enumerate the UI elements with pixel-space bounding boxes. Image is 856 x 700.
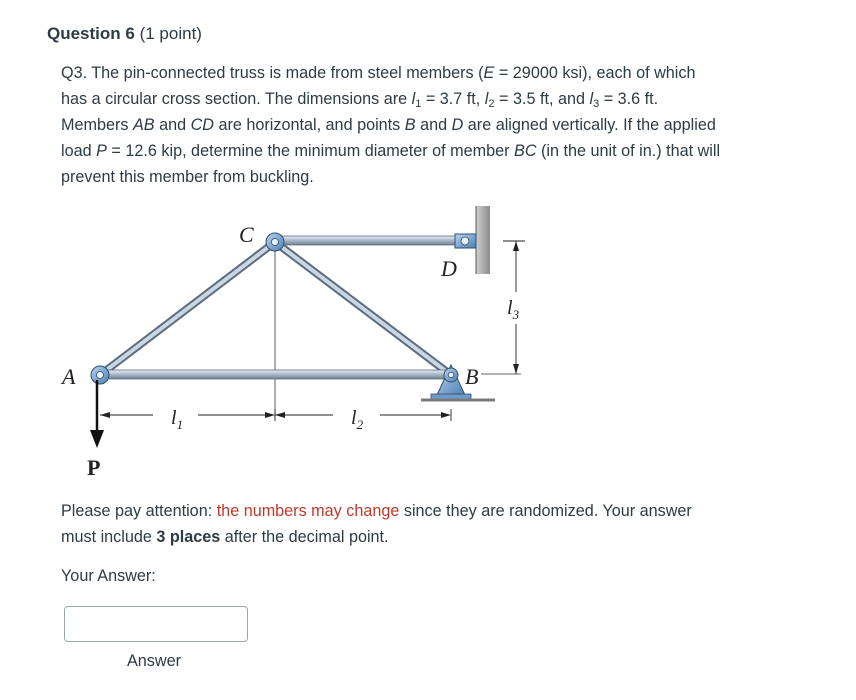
member-BC: BC [514,142,537,160]
member-CB-highlight [275,242,451,375]
member-AB: AB [132,116,155,134]
notice-bold: 3 places [156,528,221,546]
point-B: B [404,116,416,134]
text-segment: Q3. The pin-connected truss is made from steel members ( [61,64,484,82]
text-segment: = 12.6 kip, determine the minimum diameter of member [106,142,515,160]
subscript-2: 2 [488,98,495,110]
member-CD-bar [275,236,455,245]
symbol-l1: l [411,90,416,108]
value-l3: = 3.6 ft. Members [61,90,659,134]
subscript-3: 3 [593,98,600,110]
truss-figure [55,200,525,490]
text-segment: are horizontal, and points [213,116,405,134]
text-segment: and [415,116,452,134]
text-segment: are aligned vertically. If the applied load [61,116,716,160]
dim-label-l3: $l_3$ [507,297,520,322]
dim-label-l2: $l_2$ [351,407,364,432]
wall-support [476,206,490,274]
text-segment: since they are randomized. Your answer must include [61,502,692,546]
text-segment: after the decimal point. [220,528,389,546]
pin-A [91,366,109,384]
text-segment: and [154,116,191,134]
text-segment: (in the unit of in.) that will prevent this member from buckling. [61,142,721,186]
subscript-1: 1 [415,98,422,110]
value-l1: = 3.7 ft, [421,90,485,108]
label-A: A [62,364,76,389]
randomization-notice [61,498,721,550]
answer-input[interactable] [64,606,248,642]
question-title: Question 6 [47,24,135,43]
member-CD: CD [190,116,214,134]
label-C: C [239,222,254,247]
dimension-l1-l2 [100,409,451,421]
member-AB-bar [100,370,452,379]
value-l2: = 3.5 ft, and [494,90,590,108]
label-P: P [87,455,101,480]
your-answer-label: Your Answer: [61,567,156,585]
question-text [61,60,721,190]
question-points: (1 point) [139,24,202,43]
member-AC-highlight [100,242,275,375]
symbol-E: E [483,64,495,82]
symbol-l2: l [484,90,489,108]
load-arrow-P [90,380,104,448]
notice-highlight: the numbers may change [216,502,400,520]
dim-label-l1: $l_1$ [171,407,184,432]
pin-C [266,233,284,251]
symbol-l3: l [589,90,594,108]
label-D: D [441,256,457,281]
question-header [47,24,202,44]
text-segment: = 29000 ksi), each of which has a circular cross section. The dimensions are [61,64,696,108]
answer-caption: Answer [127,652,181,670]
label-B: B [465,364,479,389]
point-D: D [451,116,464,134]
pin-D [455,234,476,248]
text-segment: Please pay attention: [61,502,217,520]
symbol-P: P [96,142,107,160]
